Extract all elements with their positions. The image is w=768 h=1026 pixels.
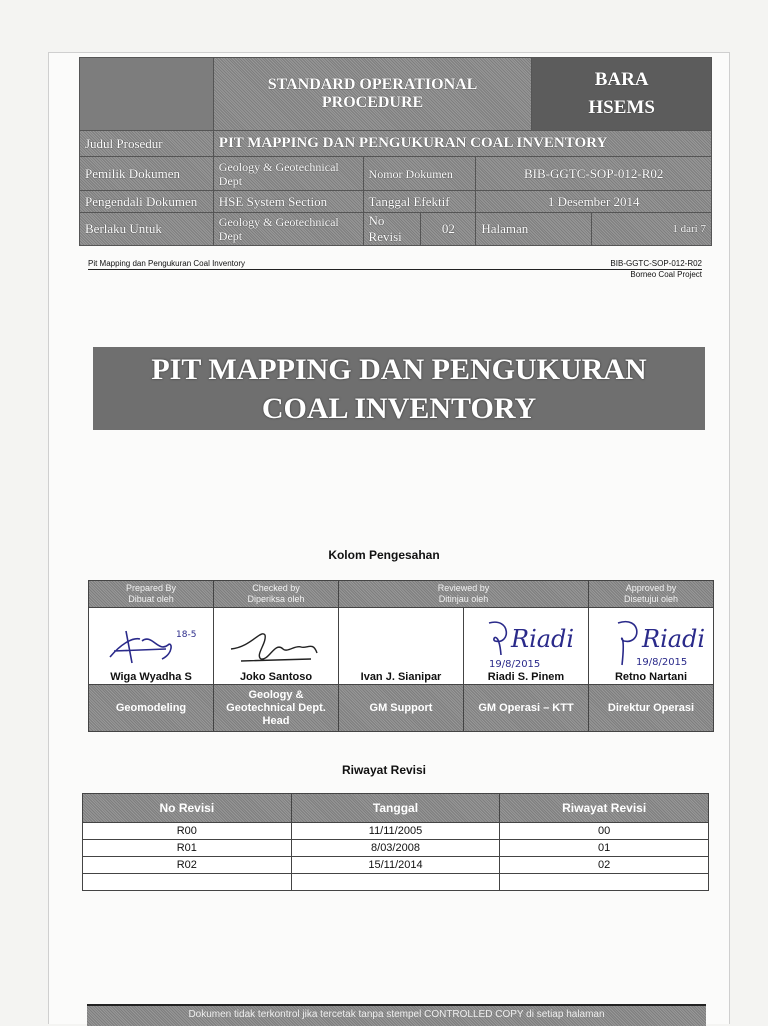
judul-label: Judul Prosedur [80,131,214,157]
header-blank-cell [80,58,214,131]
judul-value: PIT MAPPING DAN PENGUKURAN COAL INVENTORY [213,131,711,157]
footer-note: Dokumen tidak terkontrol jika tercetak tanpa stempel CONTROLLED COPY di setiap halaman [87,1004,706,1026]
signer-name: Ivan J. Sianipar [360,671,442,683]
table-row [83,857,709,874]
role-label: Prepared By [125,583,177,593]
role-label: Reviewed by [437,583,490,593]
signer-name: Joko Santoso [239,671,313,683]
pemilik-label: Pemilik Dokumen [80,157,214,191]
revision-header-date: Tanggal [291,794,500,823]
approval-role-approved [589,581,714,608]
revision-history: 01 [500,840,709,857]
signature-cell [464,608,589,685]
header-title: STANDARD OPERATIONAL PROCEDURE [213,58,532,131]
table-row [83,840,709,857]
revision-date: 8/03/2008 [291,840,500,857]
revision-heading: Riwayat Revisi [341,763,427,777]
signature-word: Riadi [511,625,575,653]
approval-role-reviewed [339,581,589,608]
project-name: Borneo Coal Project [630,270,702,279]
revision-no [83,874,292,891]
pemilik-value: Geology & Geotechnical Dept [213,157,363,191]
halaman-label: Halaman [476,213,592,246]
approval-heading: Kolom Pengesahan [328,548,440,562]
table-row [83,874,709,891]
approval-role-prepared [89,581,214,608]
document-title-line1: PIT MAPPING DAN PENGUKURAN [151,353,647,386]
role-sub-label: Ditinjau oleh [438,594,489,604]
signer-dept: GM Operasi – KTT [464,685,589,732]
signature-image [96,619,206,671]
signature-word: Riadi [642,625,706,653]
halaman-value: 1 dari 7 [592,213,712,246]
revision-date [291,874,500,891]
revision-no: R02 [83,857,292,874]
role-sub-label: Diperiksa oleh [247,594,305,604]
signature-image [221,619,331,671]
signer-name: Wiga Wyadha S [110,671,192,683]
pengendali-value: HSE System Section [213,191,363,213]
revision-header-no: No Revisi [83,794,292,823]
role-sub-label: Disetujui oleh [623,594,679,604]
table-row [83,823,709,840]
signer-dept: GM Support [339,685,464,732]
signer-name: Retno Nartani [614,671,688,683]
reference-title: Pit Mapping dan Pengukuran Coal Inventory [88,259,245,268]
revision-header-history: Riwayat Revisi [500,794,709,823]
revisi-label: No Revisi [363,213,421,246]
signature-cell [89,608,214,685]
signature-date: 19/8/2015 [489,659,541,670]
approval-table [88,580,714,732]
brand-line1: BARA [594,69,649,90]
revision-no: R00 [83,823,292,840]
signature-cell [589,608,714,685]
berlaku-value: Geology & Geotechnical Dept [213,213,363,246]
revision-no: R01 [83,840,292,857]
revision-date: 11/11/2005 [291,823,500,840]
role-label: Checked by [252,583,300,593]
signer-dept: Geomodeling [89,685,214,732]
brand-line2: HSEMS [588,97,655,118]
document-title [93,347,705,430]
revision-date: 15/11/2014 [291,857,500,874]
signature-image [596,615,706,671]
berlaku-label: Berlaku Untuk [80,213,214,246]
reference-line [88,258,702,270]
signer-dept: Geology & Geotechnical Dept. Head [214,685,339,732]
brand-cell [532,58,712,131]
revision-history: 02 [500,857,709,874]
revisi-value: 02 [421,213,476,246]
nomor-label: Nomor Dokumen [363,157,476,191]
tanggal-value: 1 Desember 2014 [476,191,712,213]
signature-date: 18-5 [176,630,197,640]
document-title-line2: COAL INVENTORY [261,392,537,425]
signer-dept: Direktur Operasi [589,685,714,732]
signature-date: 19/8/2015 [636,657,688,668]
signer-name: Riadi S. Pinem [487,671,565,683]
role-sub-label: Dibuat oleh [128,594,174,604]
signature-cell [214,608,339,685]
signature-image [471,615,581,671]
nomor-value: BIB-GGTC-SOP-012-R02 [476,157,712,191]
signature-cell [339,608,464,685]
reference-code: BIB-GGTC-SOP-012-R02 [610,259,702,268]
sop-header-table [79,57,712,246]
revision-table [82,793,709,891]
revision-history: 00 [500,823,709,840]
revision-history [500,874,709,891]
approval-role-checked [214,581,339,608]
tanggal-label: Tanggal Efektif [363,191,476,213]
role-label: Approved by [625,583,677,593]
pengendali-label: Pengendali Dokumen [80,191,214,213]
